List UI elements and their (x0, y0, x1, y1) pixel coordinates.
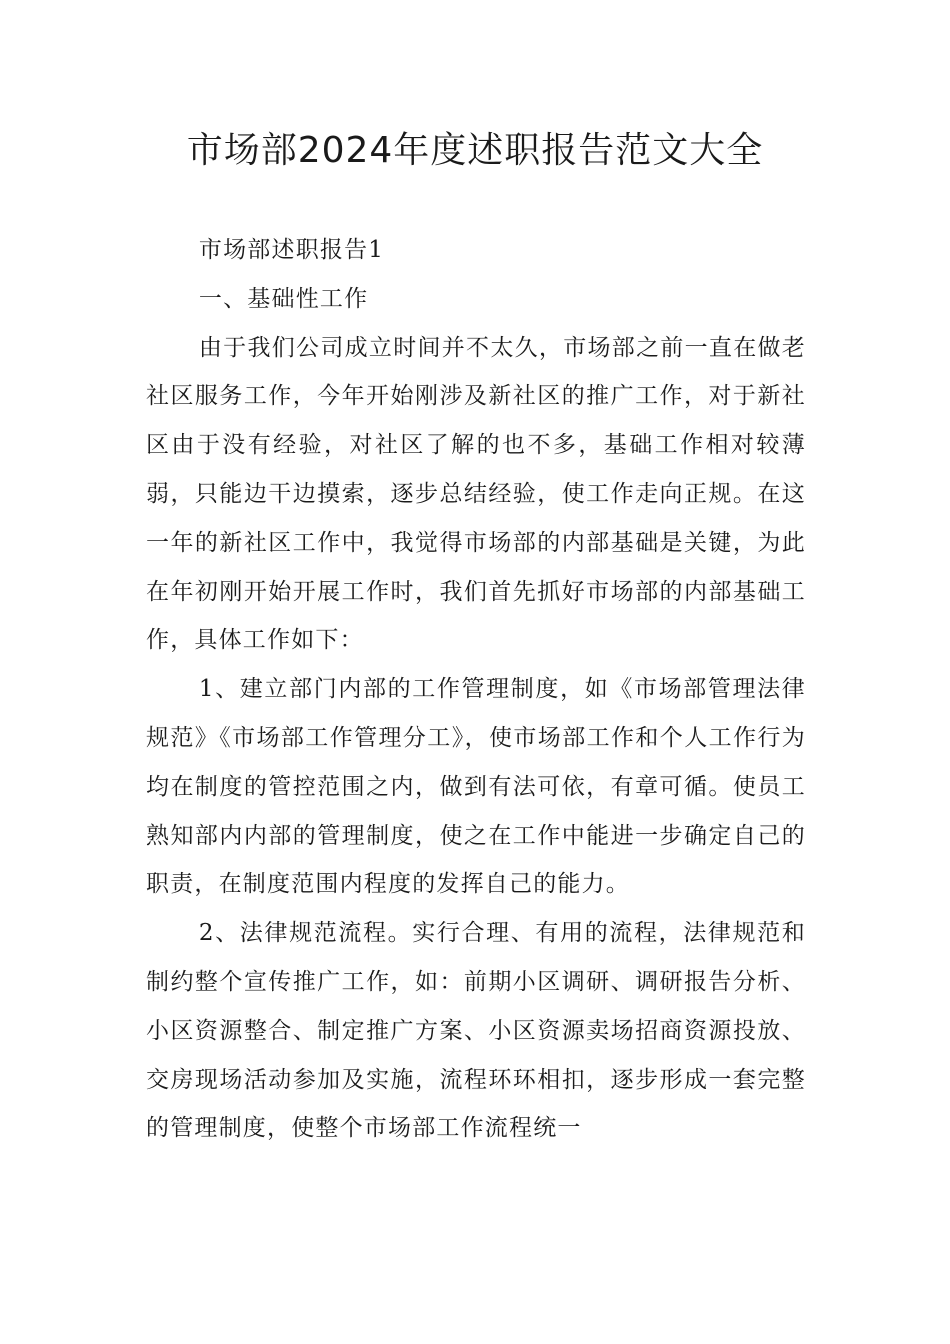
body-paragraph-item-1: 1、建立部门内部的工作管理制度，如《市场部管理法律规范》《市场部工作管理分工》，使市场部工作和个人工作行为均在制度的管控范围之内，做到有法可依，有章可循。使员工熟知部内内部的管理制度，使之在工作中能进一步确定自己的职责，在制度范围内程度的发挥自己的能力。 (146, 676, 806, 898)
body-paragraph-item-2: 2、法律规范流程。实行合理、有用的流程，法律规范和制约整个宣传推广工作，如：前期小区调研、调研报告分析、小区资源整合、制定推广方案、小区资源卖场招商资源投放、交房现场活动参加及实施，流程环环相扣，逐步形成一套完整的管理制度，使整个市场部工作流程统一 (146, 920, 806, 1142)
document-body (146, 226, 806, 1153)
section-heading-report: 市场部述职报告1 (198, 237, 385, 263)
document-title: 市场部2024年度述职报告范文大全 (186, 130, 764, 171)
body-paragraph-intro: 由于我们公司成立时间并不太久，市场部之前一直在做老社区服务工作，今年开始刚涉及新社区的推广工作，对于新社区由于没有经验，对社区了解的也不多，基础工作相对较薄弱，只能边干边摸索，逐步总结经验，使工作走向正规。在这一年的新社区工作中，我觉得市场部的内部基础是关键，为此在年初刚开始开展工作时，我们首先抓好市场部的内部基础工作，具体工作如下： (146, 334, 806, 654)
section-heading-basic-work: 一、基础性工作 (198, 285, 369, 312)
